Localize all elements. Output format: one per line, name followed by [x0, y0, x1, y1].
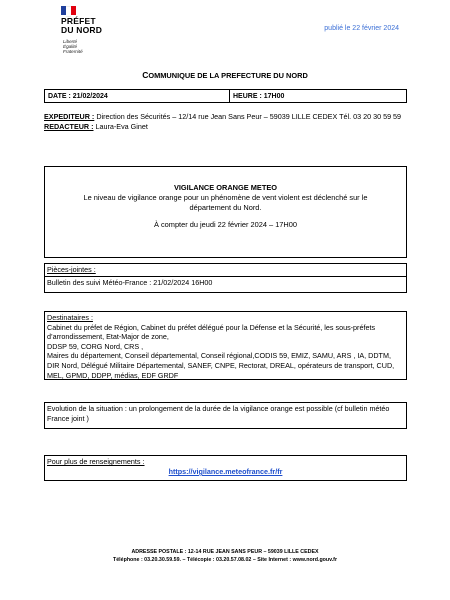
more-info-box: [44, 455, 407, 481]
date-cell: DATE : 21/02/2024: [45, 90, 230, 102]
motto-2: Égalité: [63, 44, 78, 49]
redacteur-label: REDACTEUR :: [44, 122, 94, 131]
redacteur-value: Laura-Eva Ginet: [93, 122, 148, 131]
expediteur-label: EXPEDITEUR :: [44, 112, 95, 121]
attachments-box: [44, 263, 407, 293]
recipients-line3: Maires du département, Conseil départemental, Conseil régional,CODIS 59, EMIZ, SAMU, ARS , IA, DDTM, DIR Nord, Délégué Militaire Départemental, SANEF, CNPE, Rectorat, DREAL, opérateurs de transport, CUD, MEL, GPMD, DDPP, médias, EDF GRDF: [47, 351, 395, 380]
recipients-label: Destinataires :: [47, 313, 93, 322]
sender-block: [44, 112, 414, 132]
flag-red: [71, 6, 76, 15]
attachments-value: Bulletin des suivi Météo-France : 21/02/2024 16H00: [47, 278, 213, 287]
meteo-link[interactable]: https://vigilance.meteofrance.fr/fr: [168, 467, 283, 476]
org-line1: PRÉFET: [61, 16, 96, 26]
expediteur-line: [44, 112, 414, 122]
org-line2: DU NORD: [61, 25, 103, 35]
recipients-line1: Cabinet du préfet de Région, Cabinet du préfet délégué pour la Défense et la Sécurité, les sous-préfets d’arrondissement, Etat-Major de zone,: [47, 322, 376, 342]
more-info-label: Pour plus de renseignements :: [47, 457, 145, 466]
footer-address: ADRESSE POSTALE : 12-14 RUE JEAN SANS PEUR – 59039 LILLE CEDEX: [131, 549, 319, 555]
recipients-box: [44, 311, 407, 380]
vigilance-line1: Le niveau de vigilance orange pour un phénomène de vent violent est déclenché sur le: [83, 192, 368, 202]
title-first-letter: C: [142, 70, 149, 80]
republic-flag-logo: [61, 6, 76, 15]
footer-contact: Téléphone : 03.20.30.59.59. – Télécopie : 03.20.57.08.02 – Site Internet : www.nord.gouv.fr: [112, 556, 338, 563]
recipients-line2: DDSP 59, CORG Nord, CRS ,: [47, 341, 144, 351]
published-date: publié le 22 février 2024: [324, 25, 399, 32]
evolution-box: Evolution de la situation : un prolongement de la durée de la vigilance orange est possible (cf bulletin météo France joint ): [44, 402, 407, 429]
prefet-logo-text: [61, 17, 102, 35]
document-title: [0, 70, 450, 80]
vigilance-line3: À compter du jeudi 22 février 2024 – 17H00: [154, 220, 297, 230]
expediteur-value: Direction des Sécurités – 12/14 rue Jean Sans Peur – 59039 LILLE CEDEX Tél. 03 20 30 59 59: [94, 112, 402, 121]
time-cell: HEURE : 17H00: [233, 93, 285, 100]
redacteur-line: [44, 122, 414, 132]
footer: [0, 549, 450, 564]
motto-1: Liberté: [63, 39, 78, 44]
date-box: [44, 89, 407, 103]
motto: [63, 39, 83, 54]
motto-3: Fraternité: [63, 49, 83, 54]
title-rest: OMMUNIQUE DE LA PREFECTURE DU NORD: [148, 71, 308, 80]
vigilance-title: VIGILANCE ORANGE METEO: [173, 183, 278, 192]
vigilance-box: [44, 166, 407, 258]
attachments-label: Pièces-jointes :: [45, 264, 406, 277]
vigilance-line2: département du Nord.: [189, 202, 262, 212]
